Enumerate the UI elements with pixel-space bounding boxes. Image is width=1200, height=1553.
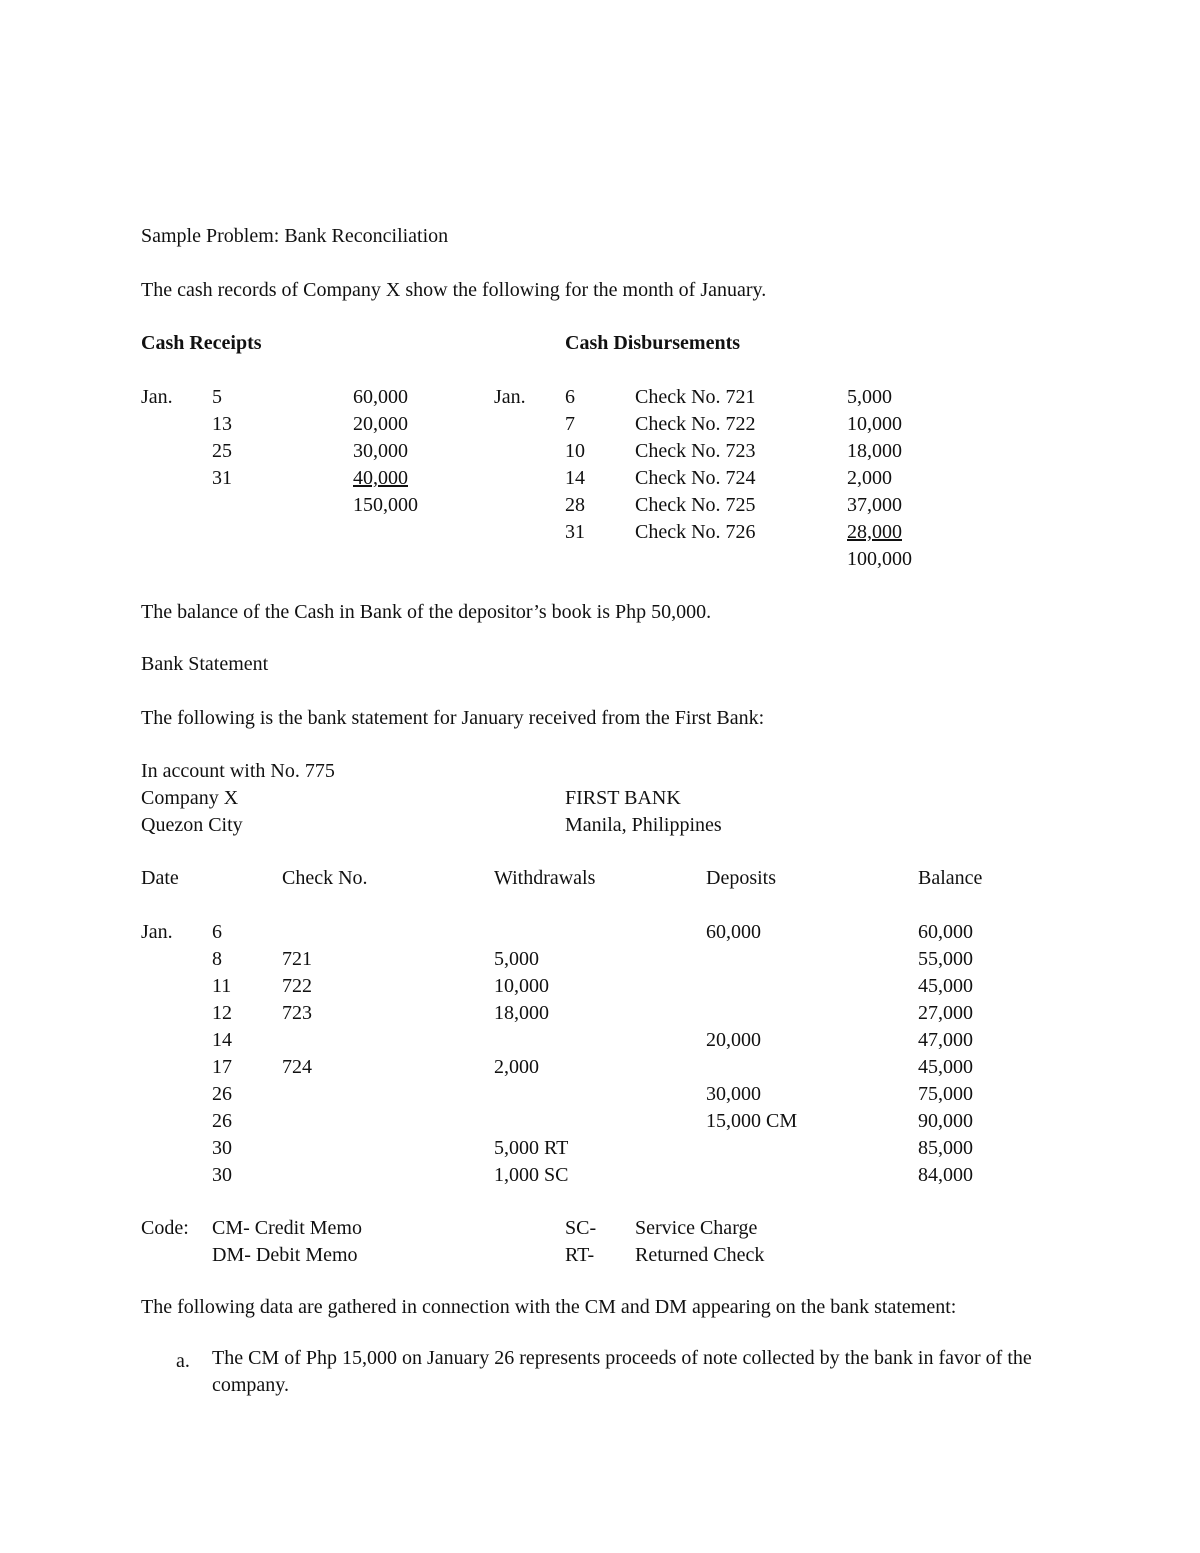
disbursement-check: Check No. 721 xyxy=(635,386,756,408)
cash-receipts-heading: Cash Receipts xyxy=(141,332,262,354)
statement-withdrawal: 5,000 RT xyxy=(494,1137,569,1159)
disbursement-amount: 5,000 xyxy=(847,386,892,408)
receipt-day: 5 xyxy=(212,386,222,408)
statement-day: 17 xyxy=(212,1056,232,1078)
statement-day: 11 xyxy=(212,975,232,997)
disbursement-day: 7 xyxy=(565,413,575,435)
page-title: Sample Problem: Bank Reconciliation xyxy=(141,225,449,247)
disbursement-amount: 37,000 xyxy=(847,494,902,516)
disbursement-day: 14 xyxy=(565,467,585,489)
receipt-day: 25 xyxy=(212,440,232,462)
bank-statement-heading: Bank Statement xyxy=(141,653,269,675)
col-header-check: Check No. xyxy=(282,867,368,889)
receipt-amount: 20,000 xyxy=(353,413,408,435)
balance-note: The balance of the Cash in Bank of the depositor’s book is Php 50,000. xyxy=(141,601,712,623)
account-company-city: Quezon City xyxy=(141,814,243,836)
bank-city: Manila, Philippines xyxy=(565,814,722,836)
cash-disbursements-month: Jan. xyxy=(494,386,526,408)
col-header-date: Date xyxy=(141,867,179,889)
receipt-amount: 40,000 xyxy=(353,467,408,489)
account-company: Company X xyxy=(141,787,239,809)
statement-deposit: 20,000 xyxy=(706,1029,761,1051)
statement-day: 12 xyxy=(212,1002,232,1024)
code-dm: DM- Debit Memo xyxy=(212,1244,358,1266)
statement-balance: 75,000 xyxy=(918,1083,973,1105)
intro-text: The cash records of Company X show the following for the month of January. xyxy=(141,279,767,301)
statement-day: 8 xyxy=(212,948,222,970)
statement-withdrawal: 5,000 xyxy=(494,948,539,970)
statement-balance: 47,000 xyxy=(918,1029,973,1051)
code-rt: RT- xyxy=(565,1244,595,1266)
disbursement-check: Check No. 722 xyxy=(635,413,756,435)
statement-withdrawal: 2,000 xyxy=(494,1056,539,1078)
disbursement-check: Check No. 723 xyxy=(635,440,756,462)
statement-withdrawal: 18,000 xyxy=(494,1002,549,1024)
receipts-total: 150,000 xyxy=(353,494,418,516)
statement-day: 26 xyxy=(212,1083,232,1105)
statement-deposit: 30,000 xyxy=(706,1083,761,1105)
statement-check: 721 xyxy=(282,948,312,970)
disbursement-check: Check No. 725 xyxy=(635,494,756,516)
data-intro: The following data are gathered in connection with the CM and DM appearing on the bank statement: xyxy=(141,1296,957,1318)
disbursement-amount: 10,000 xyxy=(847,413,902,435)
statement-month: Jan. xyxy=(141,921,173,943)
code-sc-desc: Service Charge xyxy=(635,1217,758,1239)
list-item: The CM of Php 15,000 on January 26 represents proceeds of note collected by the bank in favor of the company. xyxy=(212,1347,1032,1396)
disbursement-amount: 18,000 xyxy=(847,440,902,462)
disbursements-total: 100,000 xyxy=(847,548,912,570)
statement-day: 30 xyxy=(212,1164,232,1186)
cash-disbursements-heading: Cash Disbursements xyxy=(565,332,741,354)
statement-balance: 45,000 xyxy=(918,975,973,997)
col-header-deposits: Deposits xyxy=(706,867,776,889)
statement-withdrawal: 1,000 SC xyxy=(494,1164,569,1186)
receipt-amount: 30,000 xyxy=(353,440,408,462)
disbursement-day: 10 xyxy=(565,440,585,462)
account-line: In account with No. 775 xyxy=(141,760,335,782)
statement-balance: 90,000 xyxy=(918,1110,973,1132)
cash-receipts-month: Jan. xyxy=(141,386,173,408)
statement-balance: 84,000 xyxy=(918,1164,973,1186)
receipt-amount: 60,000 xyxy=(353,386,408,408)
statement-balance: 60,000 xyxy=(918,921,973,943)
disbursement-check: Check No. 726 xyxy=(635,521,756,543)
disbursement-amount: 2,000 xyxy=(847,467,892,489)
col-header-withdrawals: Withdrawals xyxy=(494,867,596,889)
disbursement-day: 31 xyxy=(565,521,585,543)
statement-deposit: 60,000 xyxy=(706,921,761,943)
list-item-marker: a. xyxy=(176,1350,190,1372)
statement-deposit: 15,000 CM xyxy=(706,1110,798,1132)
statement-day: 30 xyxy=(212,1137,232,1159)
statement-day: 14 xyxy=(212,1029,232,1051)
disbursement-check: Check No. 724 xyxy=(635,467,756,489)
code-cm: CM- Credit Memo xyxy=(212,1217,362,1239)
statement-check: 724 xyxy=(282,1056,312,1078)
code-label: Code: xyxy=(141,1217,189,1239)
statement-balance: 85,000 xyxy=(918,1137,973,1159)
disbursement-day: 6 xyxy=(565,386,575,408)
statement-withdrawal: 10,000 xyxy=(494,975,549,997)
col-header-balance: Balance xyxy=(918,867,983,889)
disbursement-day: 28 xyxy=(565,494,585,516)
statement-day: 26 xyxy=(212,1110,232,1132)
bank-name: FIRST BANK xyxy=(565,787,681,809)
bank-statement-intro: The following is the bank statement for January received from the First Bank: xyxy=(141,707,765,729)
statement-day: 6 xyxy=(212,921,222,943)
statement-balance: 45,000 xyxy=(918,1056,973,1078)
statement-check: 722 xyxy=(282,975,312,997)
statement-balance: 27,000 xyxy=(918,1002,973,1024)
code-rt-desc: Returned Check xyxy=(635,1244,765,1266)
statement-check: 723 xyxy=(282,1002,312,1024)
disbursement-amount: 28,000 xyxy=(847,521,902,543)
code-sc: SC- xyxy=(565,1217,597,1239)
statement-balance: 55,000 xyxy=(918,948,973,970)
receipt-day: 31 xyxy=(212,467,232,489)
receipt-day: 13 xyxy=(212,413,232,435)
